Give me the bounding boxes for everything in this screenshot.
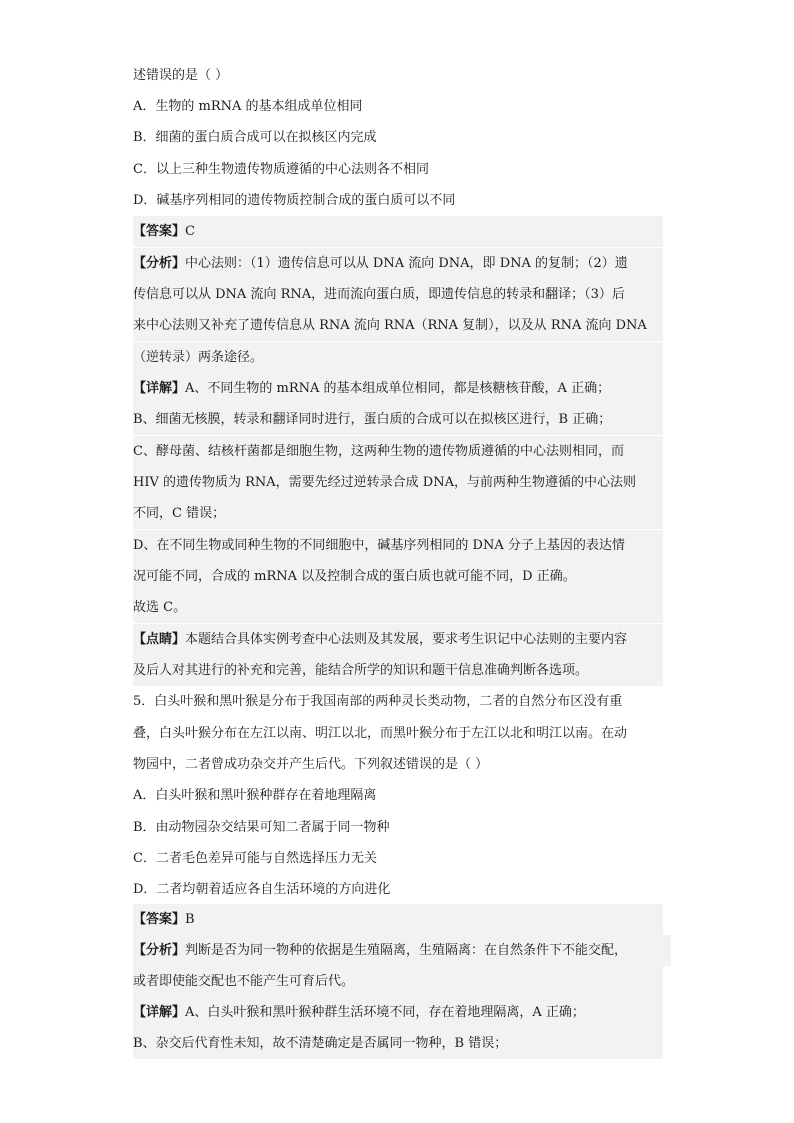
detail-tag: 【详解】 xyxy=(133,381,186,396)
q4-detail-line: 不同，C 错误； xyxy=(133,498,663,529)
q4-analysis-line: 传信息可以从 DNA 流向 RNA，进而流向蛋白质，即遗传信息的转录和翻译；（3）后 xyxy=(133,279,663,310)
q4-analysis-line xyxy=(133,248,663,279)
q4-analysis-line: （逆转录）两条途径。 xyxy=(133,342,663,373)
q5-option-a: A．白头叶猴和黑叶猴种群存在着地理隔离 xyxy=(133,788,377,803)
q5-stem-line: 5．白头叶猴和黑叶猴是分布于我国南部的两种灵长类动物，二者的自然分布区没有重 xyxy=(133,694,623,709)
comment-tag: 【点睛】 xyxy=(133,632,186,647)
answer-text: B xyxy=(185,912,195,927)
q5-stem-line: 物园中，二者曾成功杂交并产生后代。下列叙述错误的是（ ） xyxy=(133,757,489,772)
q5-analysis-line xyxy=(133,935,671,966)
q4-option-b: B．细菌的蛋白质合成可以在拟核区内完成 xyxy=(133,130,377,145)
q5-option-b: B．由动物园杂交结果可知二者属于同一物种 xyxy=(133,820,390,835)
q5-option-d: D．二者均朝着适应各自生活环境的方向进化 xyxy=(133,882,391,897)
q4-comment-line: 及后人对其进行的补充和完善，能结合所学的知识和题干信息准确判断各选项。 xyxy=(133,655,663,686)
q4-detail-line: D、在不同生物或同种生物的不同细胞中，碱基序列相同的 DNA 分子上基因的表达情 xyxy=(133,530,663,561)
analysis-tag: 【分析】 xyxy=(133,943,186,958)
q5-option-c: C．二者毛色差异可能与自然选择压力无关 xyxy=(133,851,377,866)
q4-stem-tail: 述错误的是（ ） xyxy=(133,68,229,83)
q4-detail-line: HIV 的遗传物质为 RNA，需要先经过逆转录合成 DNA，与前两种生物遵循的中心法则 xyxy=(133,467,663,498)
detail-text: A、白头叶猴和黑叶猴种群生活环境不同，存在着地理隔离，A 正确； xyxy=(185,1005,585,1020)
q4-analysis-line: 来中心法则又补充了遗传信息从 RNA 流向 RNA（RNA 复制），以及从 RNA 流向 DNA xyxy=(133,310,663,341)
q5-detail-line: B、杂交后代育性未知，故不清楚确定是否属同一物种，B 错误； xyxy=(133,1028,663,1059)
answer-text: C xyxy=(185,224,195,239)
answer-tag: 【答案】 xyxy=(133,224,186,239)
comment-text: 本题结合具体实例考查中心法则及其发展，要求考生识记中心法则的主要内容 xyxy=(185,632,628,647)
q4-detail-line: 故选 C。 xyxy=(133,592,663,623)
detail-text: A、不同生物的 mRNA 的基本组成单位相同，都是核糖核苷酸，A 正确； xyxy=(185,381,611,396)
q4-detail-line xyxy=(133,373,663,404)
q4-detail-line: 况可能不同，合成的 mRNA 以及控制合成的蛋白质也就可能不同，D 正确。 xyxy=(133,561,663,592)
analysis-text: 中心法则：（1）遗传信息可以从 DNA 流向 DNA，即 DNA 的复制；（2）遗 xyxy=(185,256,628,271)
q4-option-a: A．生物的 mRNA 的基本组成单位相同 xyxy=(133,99,363,114)
answer-tag: 【答案】 xyxy=(133,912,186,927)
q4-detail-line: B、细菌无核膜，转录和翻译同时进行，蛋白质的合成可以在拟核区进行，B 正确； xyxy=(133,404,663,435)
q5-analysis-line: 或者即使能交配也不能产生可育后代。 xyxy=(133,966,663,997)
analysis-tag: 【分析】 xyxy=(133,256,186,271)
q5-stem-line: 叠，白头叶猴分布在左江以南、明江以北，而黑叶猴分布于左江以北和明江以南。在动 xyxy=(133,726,628,741)
q4-answer xyxy=(133,216,663,247)
q4-detail-line: C、酵母菌、结核杆菌都是细胞生物，这两种生物的遗传物质遵循的中心法则相同，而 xyxy=(133,436,663,467)
q5-detail-line xyxy=(133,997,663,1028)
q4-option-c: C．以上三种生物遗传物质遵循的中心法则各不相同 xyxy=(133,162,429,177)
detail-tag: 【详解】 xyxy=(133,1005,186,1020)
q4-comment-line xyxy=(133,624,663,655)
q5-answer xyxy=(133,904,663,935)
analysis-text: 判断是否为同一物种的依据是生殖隔离，生殖隔离：在自然条件下不能交配， xyxy=(185,943,628,958)
q4-option-d: D．碱基序列相同的遗传物质控制合成的蛋白质可以不同 xyxy=(133,193,456,208)
